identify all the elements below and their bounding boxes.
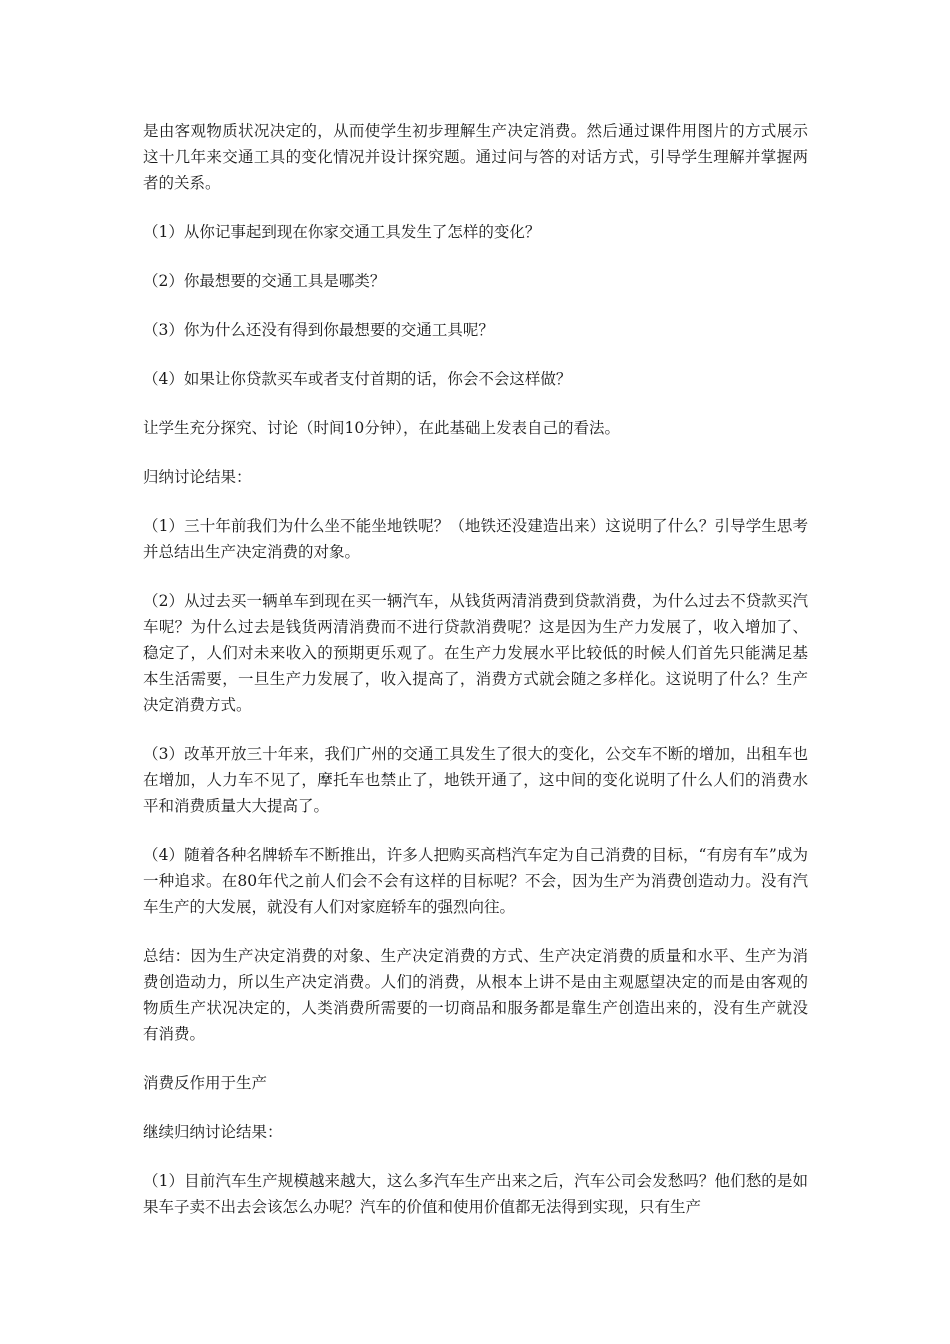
conclusion-paragraph: 总结：因为生产决定消费的对象、生产决定消费的方式、生产决定消费的质量和水平、生产为消费创造动力，所以生产决定消费。人们的消费，从根本上讲不是由主观愿望决定的而是由客观的物质生产状况决定的，人类消费所需要的一切商品和服务都是靠生产创造出来的，没有生产就没有消费。 (143, 947, 808, 1043)
question-2: （2）你最想要的交通工具是哪类？ (143, 272, 386, 290)
result-3: （3）改革开放三十年来，我们广州的交通工具发生了很大的变化，公交车不断的增加，出租车也在增加，人力车不见了，摩托车也禁止了，地铁开通了，这中间的变化说明了什么人们的消费水平和消费质量大大提高了。 (143, 745, 808, 815)
discussion-instruction: 让学生充分探究、讨论（时间10分钟），在此基础上发表自己的看法。 (143, 419, 620, 437)
result-4: （4）随着各种名牌轿车不断推出，许多人把购买高档汽车定为自己消费的目标，“有房有车”成为一种追求。在80年代之前人们会不会有这样的目标呢？不会，因为生产为消费创造动力。没有汽车生产的大发展，就没有人们对家庭轿车的强烈向往。 (143, 846, 808, 916)
summary-heading: 归纳讨论结果： (143, 468, 252, 486)
continued-result-1: （1）目前汽车生产规模越来越大，这么多汽车生产出来之后，汽车公司会发愁吗？他们愁的是如果车子卖不出去会该怎么办呢？汽车的价值和使用价值都无法得到实现，只有生产 (143, 1172, 808, 1216)
continue-heading: 继续归纳讨论结果： (143, 1123, 283, 1141)
document-body (143, 118, 808, 1243)
result-2: （2）从过去买一辆单车到现在买一辆汽车，从钱货两清消费到贷款消费，为什么过去不贷款买汽车呢？为什么过去是钱货两清消费而不进行贷款消费呢？这是因为生产力发展了，收入增加了、稳定了，人们对未来收入的预期更乐观了。在生产力发展水平比较低的时候人们首先只能满足基本生活需要，一旦生产力发展了，收入提高了，消费方式就会随之多样化。这说明了什么？生产决定消费方式。 (143, 592, 808, 714)
paragraph-intro: 是由客观物质状况决定的，从而使学生初步理解生产决定消费。然后通过课件用图片的方式展示这十几年来交通工具的变化情况并设计探究题。通过问与答的对话方式，引导学生理解并掌握两者的关系。 (143, 122, 808, 192)
question-4: （4）如果让你贷款买车或者支付首期的话，你会不会这样做？ (143, 370, 572, 388)
question-1: （1）从你记事起到现在你家交通工具发生了怎样的变化？ (143, 223, 541, 241)
section-heading: 消费反作用于生产 (143, 1074, 268, 1092)
result-1: （1）三十年前我们为什么坐不能坐地铁呢？（地铁还没建造出来）这说明了什么？引导学生思考并总结出生产决定消费的对象。 (143, 517, 808, 561)
question-3: （3）你为什么还没有得到你最想要的交通工具呢？ (143, 321, 494, 339)
